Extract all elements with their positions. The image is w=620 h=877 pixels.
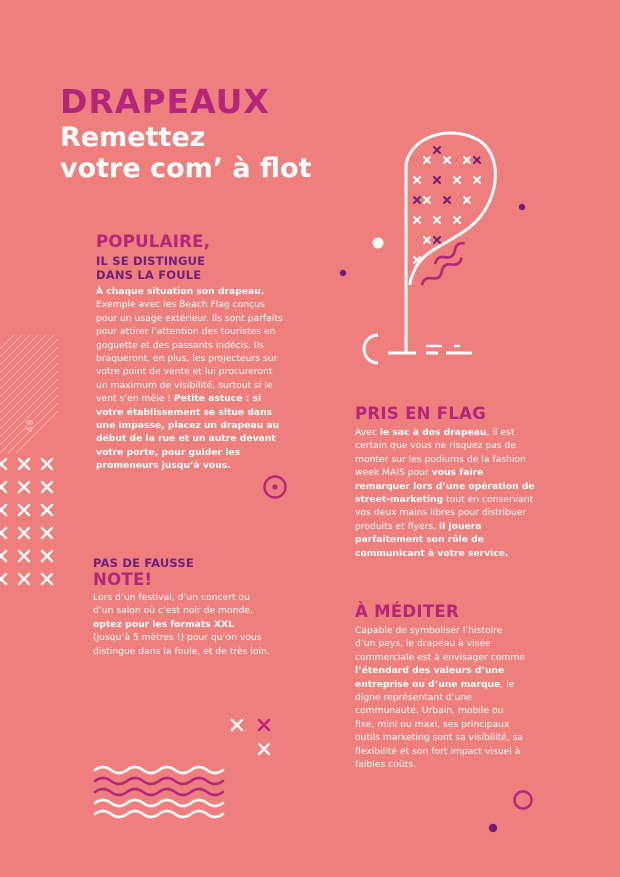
pris-en-flag-text-2: , il est certain que vous ne risquez pas de monter sur les podiums de la fashion week MAIS pour	[355, 427, 526, 479]
section-heading-fausse-note-small: PAS DE FAUSSE	[93, 556, 194, 570]
pris-en-flag-text	[355, 426, 535, 560]
fausse-note-bold: optez pour les formats XXL	[93, 618, 234, 630]
populaire-text	[96, 285, 284, 473]
section-heading-fausse-note: NOTE!	[93, 570, 153, 589]
circle-decoration-bottom	[485, 788, 535, 838]
fausse-note-text	[93, 591, 271, 658]
section-heading-mediter: À MÉDITER	[355, 602, 459, 621]
section-heading-pris-en-flag: PRIS EN FLAG	[355, 404, 487, 423]
section-heading-populaire: POPULAIRE,	[96, 232, 211, 251]
section-subheading-1: IL SE DISTINGUE	[96, 254, 206, 268]
pris-en-flag-bold-2: vous faire remarquer lors d’une opération de street-marketing	[355, 467, 535, 506]
fausse-note-text-2: (jusqu’à 5 mètres !) pour qu’on vous distingue dans la foule, et de très loin.	[93, 632, 270, 657]
page-number: 48	[26, 418, 36, 432]
populaire-bold-2: Petite astuce : si votre établissement se situe dans une impasse, placez un drapeau au début de la rue et un autre devant votre porte, pour guider les promeneurs jusqu’à vous.	[96, 393, 280, 472]
populaire-text-1: Exemple avec les Beach Flag conçus pour un usage extérieur. Ils sont parfaits pour attirer l’attention des touristes en goguette et des passants indécis. Ils braqueront, en plus, les projecteurs sur votre point de vente et lui procureront un maximum de visibilité, surtout si le vent s’en mêle !	[96, 299, 283, 405]
page-title: DRAPEAUX	[60, 82, 270, 121]
populaire-bold-1: À chaque situation son drapeau.	[96, 286, 265, 297]
fausse-note-text-1: Lors d’un festival, d’un concert ou d’un salon où c’est noir de monde,	[93, 592, 253, 617]
x-marks-bottom	[228, 716, 278, 758]
mediter-text	[355, 624, 525, 771]
x-pattern-left	[0, 455, 60, 590]
mediter-text-1: Capable de symboliser l’histoire d’un pays, le drapeau à visée commerciale est à envisager comme	[355, 625, 525, 663]
mediter-text-2: , le digne représentant d’une communauté. Urbain, mobile ou fixe, mini ou maxi, ses principaux outils marketing sont sa visibilité, sa flexibilité et son fort impact visuel à faibles coûts.	[355, 678, 524, 771]
pris-en-flag-bold-3: il jouera parfaitement son rôle de communicant à votre service.	[355, 520, 509, 559]
pris-en-flag-text-3: tout en conservant vos deux mains libres pour distribuer produits et flyers,	[355, 494, 534, 532]
page-subtitle	[60, 122, 312, 184]
target-circle-icon	[262, 474, 288, 500]
subtitle-line-1: Remettez	[60, 122, 206, 153]
section-subheading-2: DANS LA FOULE	[96, 268, 202, 282]
pris-en-flag-text-1: Avec	[355, 427, 380, 438]
beach-flag-illustration	[330, 125, 530, 375]
subtitle-line-2: votre com’ à flot	[60, 153, 312, 184]
pris-en-flag-bold-1: le sac à dos drapeau	[379, 427, 487, 438]
mediter-bold: l’étendard des valeurs d’une entreprise ou d’une marque	[355, 665, 505, 690]
wave-pattern	[93, 764, 221, 822]
hatch-decoration	[0, 335, 60, 455]
